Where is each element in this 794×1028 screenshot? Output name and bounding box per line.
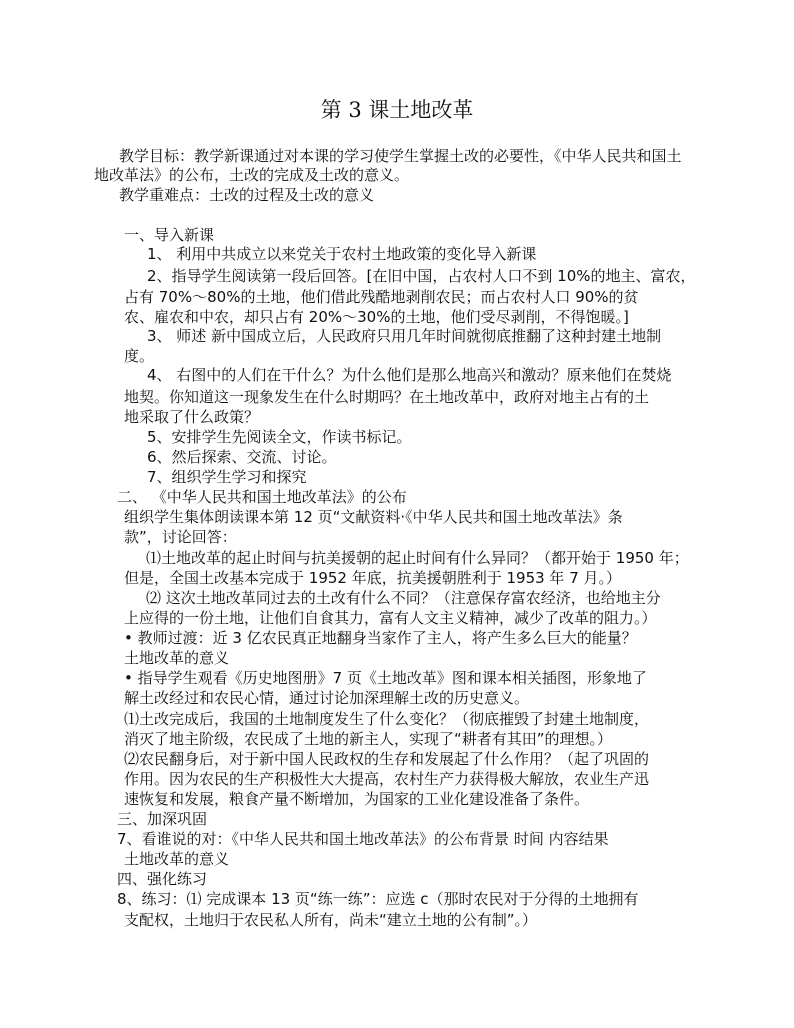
text-line: 支配权，土地归于农民私人所有，尚未“建立土地的公有制”。） [124, 911, 538, 929]
text-line: 2、指导学生阅读第一段后回答。[在旧中国，占农村人口不到 10%的地主、富农， [147, 267, 696, 285]
text-line: ⑴土改完成后，我国的土地制度发生了什么变化？（彻底摧毁了封建土地制度， [124, 710, 650, 728]
page-title: 第 3 课土地改革 [320, 98, 474, 122]
text-line: 1、 利用中共成立以来党关于农村土地政策的变化导入新课 [147, 245, 537, 263]
text-line: 农、雇农和中农，却只占有 20%～30%的土地，他们受尽剥削，不得饱暖。] [124, 308, 629, 326]
text-line: 教学重难点：土改的过程及土改的意义 [119, 186, 375, 204]
text-line: 教学目标：教学新课通过对本课的学习使学生掌握土改的必要性，《中华人民共和国土 [119, 147, 682, 165]
text-line: 6、然后探索、交流、讨论。 [147, 448, 337, 466]
text-line: 占有 70%～80%的土地，他们借此残酷地剥削农民；而占农村人口 90%的贫 [124, 288, 639, 306]
section-heading: 一、导入新课 [124, 226, 215, 244]
text-line: 上应得的一份土地，让他们自食其力，富有人文主义精神，减少了改革的阻力。） [124, 609, 657, 627]
subheading: 土地改革的意义 [124, 649, 230, 667]
section-heading: 二、 《中华人民共和国土地改革法》的公布 [117, 488, 407, 506]
text-line: 7、看谁说的对：《中华人民共和国土地改革法》的公布背景 时间 内容结果 [117, 830, 609, 848]
text-line: 作用。因为农民的生产积极性大大提高，农村生产力获得极大解放，农业生产迅 [124, 770, 650, 788]
text-line: 4、 右图中的人们在干什么？为什么他们是那么地高兴和激动？原来他们在焚烧 [147, 366, 672, 384]
text-line: 速恢复和发展，粮食产量不断增加，为国家的工业化建设准备了条件。 [124, 790, 590, 808]
text-line: 地采取了什么政策？ [124, 408, 260, 426]
text-line: 解土改经过和农民心情，通过讨论加深理解土改的历史意义。 [124, 689, 530, 707]
text-line: 度。 [124, 347, 155, 365]
text-line: 地契。你知道这一现象发生在什么时期吗？在土地改革中，政府对地主占有的土 [124, 388, 650, 406]
text-line: • 指导学生观看《历史地图册》7 页《土地改革》图和课本相关插图，形象地了 [124, 669, 647, 687]
text-line: 8、练习：⑴ 完成课本 13 页“练一练”：应选 c（那时农民对于分得的土地拥有 [117, 890, 639, 908]
section-heading: 四、强化练习 [117, 870, 208, 888]
text-line: 但是，全国土改基本完成于 1952 年底，抗美援朝胜利于 1953 年 7 月。） [124, 569, 622, 587]
section-heading: 三、加深巩固 [117, 810, 208, 828]
text-line: ⑵ 这次土地改革同过去的土改有什么不同？（注意保存富农经济，也给地主分 [146, 589, 661, 607]
text-line: 土地改革的意义 [124, 850, 230, 868]
text-line: 地改革法》的公布，土改的完成及土改的意义。 [94, 166, 410, 184]
text-line: 组织学生集体朗读课本第 12 页“文献资料·《中华人民共和国土地改革法》条 [124, 508, 623, 526]
text-line: 3、 师述 新中国成立后，人民政府只用几年时间就彻底推翻了这种封建土地制 [147, 327, 662, 345]
text-line: ⑵农民翻身后，对于新中国人民政权的生存和发展起了什么作用？（起了巩固的 [124, 750, 650, 768]
text-line: • 教师过渡：近 3 亿农民真正地翻身当家作了主人，将产生多么巨大的能量？ [124, 629, 637, 647]
text-line: 消灭了地主阶级，农民成了土地的新主人，实现了“耕者有其田”的理想。） [124, 730, 613, 748]
text-line: ⑴土地改革的起止时间与抗美援朝的起止时间有什么异同？（都开始于 1950 年； [146, 549, 689, 567]
text-line: 款”，讨论回答： [124, 528, 237, 546]
text-line: 5、安排学生先阅读全文，作读书标记。 [147, 428, 412, 446]
text-line: 7、组织学生学习和探究 [147, 468, 307, 486]
